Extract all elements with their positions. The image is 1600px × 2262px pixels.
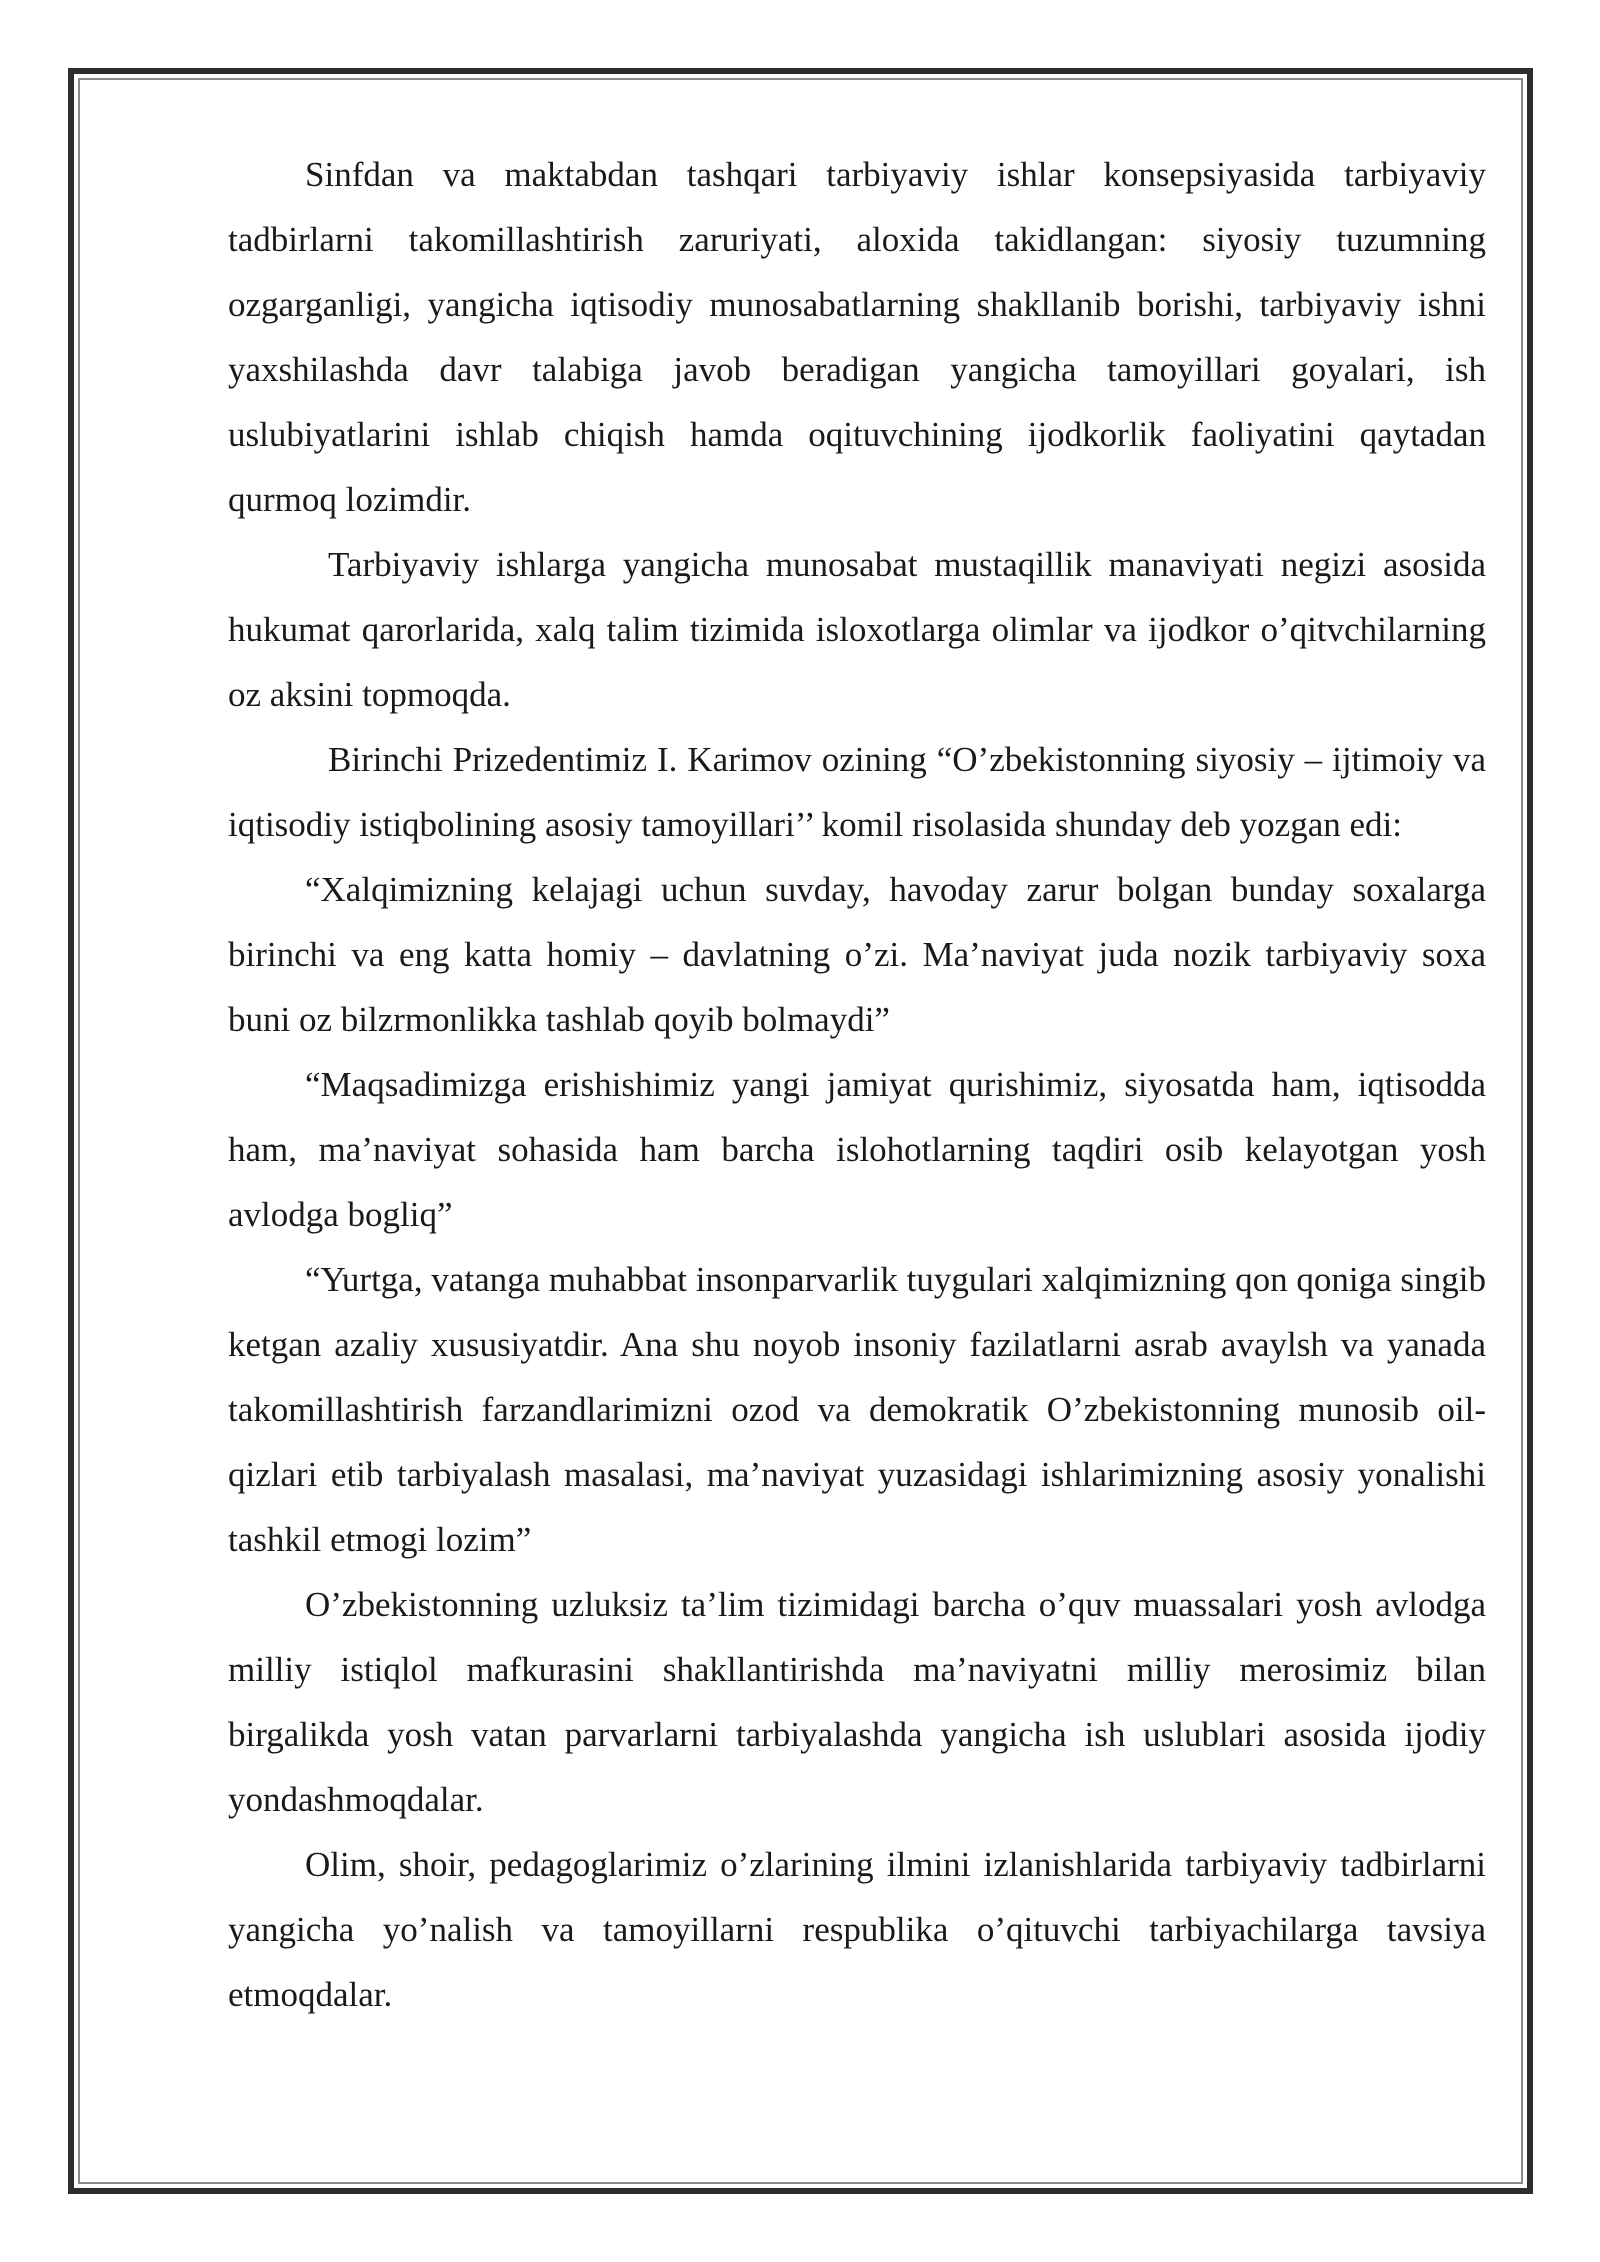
paragraph-karimov-intro: Birinchi Prizedentimiz I. Karimov ozining “O’zbekistonning siyosiy – ijtimoiy va iqtisodiy istiqbolining asosiy tamoyillari’’ komil risolasida shunday deb yozgan edi: [228,740,1486,844]
paragraph-continuous-education: O’zbekistonning uzluksiz ta’lim tizimidagi barcha o’quv muassalari yosh avlodga milliy istiqlol mafkurasini shakllantirishda ma’naviyatni milliy merosimiz bilan birgalikda yosh vatan parvarlarni tarbiyalashda yangicha ish uslublari asosida ijodiy yondashmoqdalar. [228,1585,1486,1819]
paragraph-concept-improvement: Sinfdan va maktabdan tashqari tarbiyaviy ishlar konsepsiyasida tarbiyaviy tadbirlarni takomillashtirish zaruriyati, aloxida takidlangan: siyosiy tuzumning ozgarganligi, yangicha iqtisodiy munosabatlarning shakllanib borishi, tarbiyaviy ishni yaxshilashda davr talabiga javob beradigan yangicha tamoyillari goyalari, ish uslubiyatlarini ishlab chiqish hamda oqituvchining ijodkorlik faoliyatini qaytadan qurmoq lozimdir. [228,155,1486,519]
quote-love-homeland: “Yurtga, vatanga muhabbat insonparvarlik tuygulari xalqimizning qon qoniga singib ketgan azaliy xususiyatdir. Ana shu noyob insoniy fazilatlarni asrab avaylsh va yanada takomillashtirish farzandlarimizni ozod va demokratik O’zbekistonning munosib oil-qizlari etib tarbiyalash masalasi, ma’naviyat yuzasidagi ishlarimizning asosiy yonalishi tashkil etmogi lozim” [228,1260,1486,1559]
document-body [228,142,1486,2027]
paragraph-new-attitude: Tarbiyaviy ishlarga yangicha munosabat mustaqillik manaviyati negizi asosida hukumat qarorlarida, xalq talim tizimida isloxotlarga olimlar va ijodkor o’qitvchilarning oz aksini topmoqda. [228,545,1486,714]
quote-goals-reforms: “Maqsadimizga erishishimiz yangi jamiyat qurishimiz, siyosatda ham, iqtisodda ham, ma’naviyat sohasida ham barcha islohotlarning taqdiri osib kelayotgan yosh avlodga bogliq” [228,1065,1486,1234]
paragraph-scholars-recommendations: Olim, shoir, pedagoglarimiz o’zlarining ilmini izlanishlarida tarbiyaviy tadbirlarni yangicha yo’nalish va tamoyillarni respublika o’qituvchi tarbiyachilarga tavsiya etmoqdalar. [228,1845,1486,2014]
quote-people-future: “Xalqimizning kelajagi uchun suvday, havoday zarur bolgan bunday soxalarga birinchi va eng katta homiy – davlatning o’zi. Ma’naviyat juda nozik tarbiyaviy soxa buni oz bilzrmonlikka tashlab qoyib bolmaydi” [228,870,1486,1039]
